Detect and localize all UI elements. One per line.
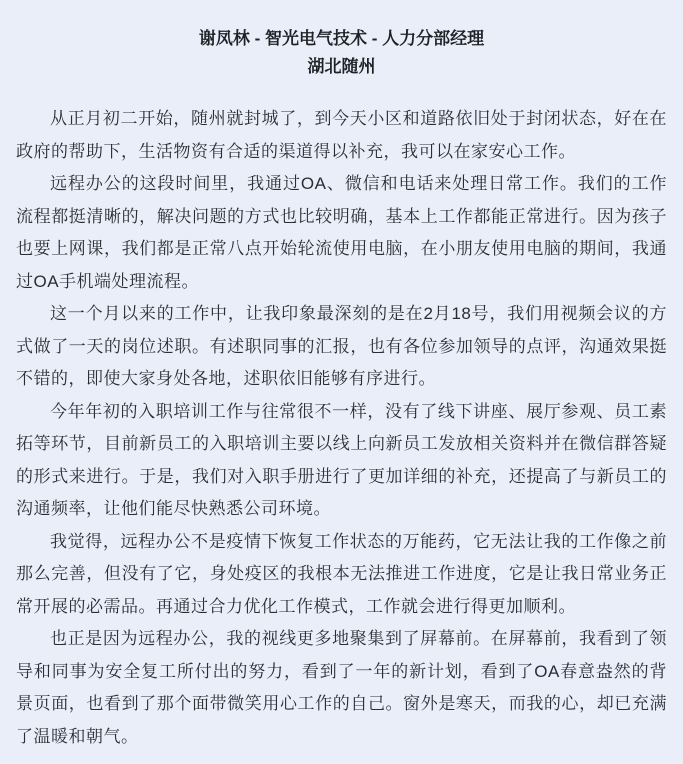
- paragraph: 这一个月以来的工作中，让我印象最深刻的是在2月18号，我们用视频会议的方式做了一天的岗位述职。有述职同事的汇报，也有各位参加领导的点评，沟通效果挺不错的，即使大家身处各地，述职依旧能够有序进行。: [16, 304, 667, 388]
- article-title: 谢凤林 - 智光电气技术 - 人力分部经理: [198, 29, 485, 48]
- paragraph: 今年年初的入职培训工作与往常很不一样，没有了线下讲座、展厅参观、员工素拓等环节，目前新员工的入职培训主要以线上向新员工发放相关资料并在微信群答疑的形式来进行。于是，我们对入职手册进行了更加详细的补充，还提高了与新员工的沟通频率，让他们能尽快熟悉公司环境。: [16, 401, 667, 518]
- paragraph: 从正月初二开始，随州就封城了，到今天小区和道路依旧处于封闭状态，好在在政府的帮助下，生活物资有合适的渠道得以补充，我可以在家安心工作。: [16, 109, 667, 161]
- article-body: [16, 103, 667, 753]
- paragraph: 也正是因为远程办公，我的视线更多地聚集到了屏幕前。在屏幕前，我看到了领导和同事为安全复工所付出的努力，看到了一年的新计划，看到了OA春意盎然的背景页面，也看到了那个面带微笑用心工作的自己。窗外是寒天，而我的心，却已充满了温暖和朝气。: [16, 629, 667, 746]
- paragraph: 我觉得，远程办公不是疫情下恢复工作状态的万能药，它无法让我的工作像之前那么完善，但没有了它，身处疫区的我根本无法推进工作进度，它是让我日常业务正常开展的必需品。再通过合力优化工作模式，工作就会进行得更加顺利。: [16, 531, 667, 616]
- article-location: 湖北随州: [307, 57, 376, 76]
- paragraph: 远程办公的这段时间里，我通过OA、微信和电话来处理日常工作。我们的工作流程都挺清晰的，解决问题的方式也比较明确，基本上工作都能正常进行。因为孩子也要上网课，我们都是正常八点开始轮流使用电脑，在小朋友使用电脑的期间，我通过OA手机端处理流程。: [16, 174, 667, 291]
